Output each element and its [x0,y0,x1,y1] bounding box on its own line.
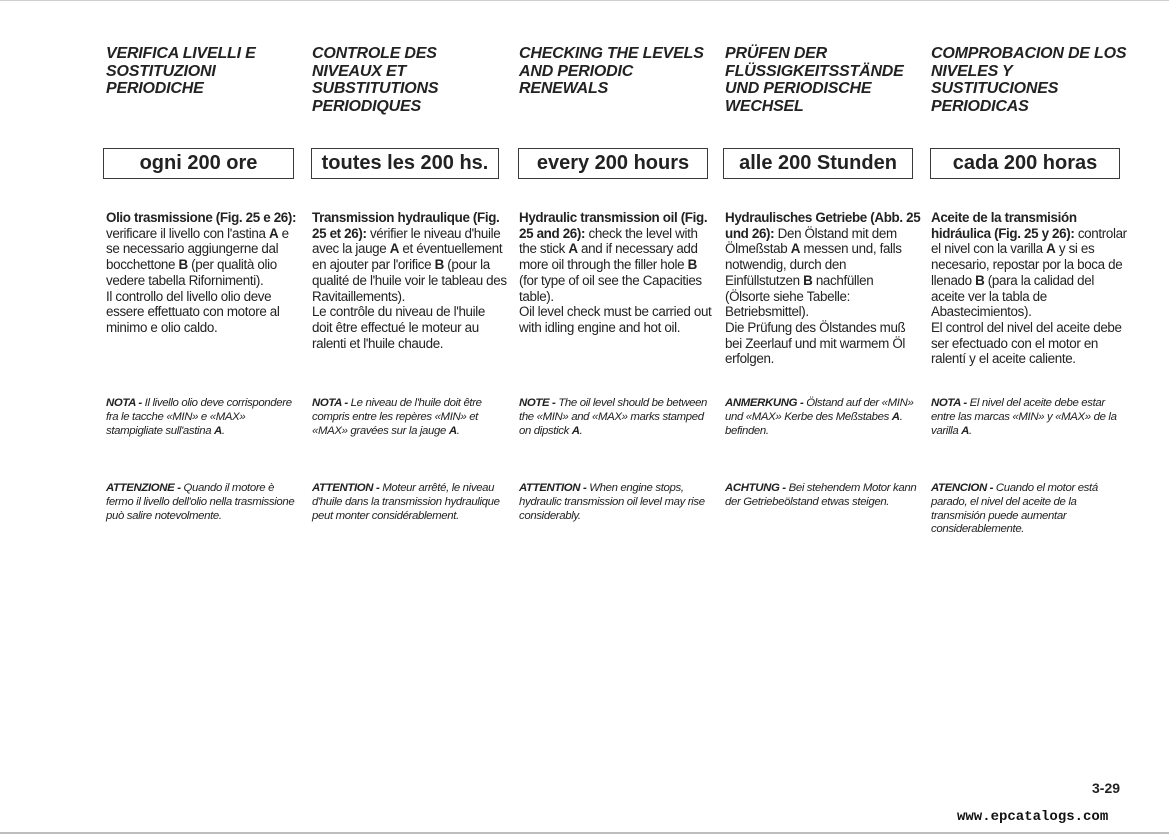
interval-box: every 200 hours [518,148,708,179]
column-title: CHECKING THE LEVELS AND PERIODIC RENEWALS [519,45,704,97]
procedure-text: Transmission hydraulique (Fig. 25 et 26): vérifier le niveau d'huile avec la jauge A et éventuellement en ajouter par l'orifice B (pour la qualité de l'huile voir le tableau des Ravitaillements). Le contrôle du niveau de l'huile doit être effectué le moteur au ralenti et l'huile chaude. [312,210,507,351]
interval-box: alle 200 Stunden [723,148,913,179]
interval-box: cada 200 horas [930,148,1120,179]
page-number: 3-29 [1092,780,1121,796]
column-german [725,45,921,554]
section-heading: Transmission hydraulique (Fig. 25 et 26): [312,210,500,241]
section-heading: Aceite de la transmisión hidráulica (Fig. 25 y 26): [931,210,1077,241]
column-title: CONTROLE DES NIVEAUX ET SUBSTITUTIONS PERIODIQUES [312,45,439,115]
procedure-text: Hydraulic transmission oil (Fig. 25 and 26): check the level with the stick A and if necessary add more oil through the filler hole B (for type of oil see the Capacities table). Oil level check must be carried out with idling engine and hot oil. [519,210,712,335]
column-english [519,45,715,554]
note-paragraph: NOTE - The oil level should be between the «MIN» and «MAX» marks stamped on dipstick A. [519,397,708,437]
section-heading: Hydraulic transmission oil (Fig. 25 and 26): [519,210,708,241]
page-top-edge [0,0,1169,1]
interval-box: toutes les 200 hs. [311,148,499,179]
warning-paragraph: ATENCION - Cuando el motor está parado, el nivel del aceite de la transmisión puede aumentar considerablemente. [931,482,1098,536]
procedure-text: Hydraulisches Getriebe (Abb. 25 und 26): Den Ölstand mit dem Ölmeßstab A messen und, falls notwendig, durch den Einfüllstutzen B nachfüllen (Ölsorte siehe Tabelle: Betriebsmittel). Die Prüfung des Ölstandes muß bei Zeerlauf und mit warmem Öl erfolgen. [725,210,921,367]
column-title: VERIFICA LIVELLI E SOSTITUZIONI PERIODICHE [106,45,256,97]
watermark-url: www.epcatalogs.com [957,809,1109,825]
note-paragraph: NOTA - Le niveau de l'huile doit être compris entre les repères «MIN» et «MAX» gravées sur la jauge A. [312,397,482,437]
column-french [312,45,508,554]
note-paragraph: NOTA - El nivel del aceite debe estar entre las marcas «MIN» y «MAX» de la varilla A. [931,397,1117,437]
section-heading: Olio trasmissione (Fig. 25 e 26): [106,210,297,225]
interval-box: ogni 200 ore [103,148,294,179]
column-spanish [931,45,1127,554]
note-paragraph: ANMERKUNG - Ölstand auf der «MIN» und «MAX» Kerbe des Meßstabes A. befinden. [725,397,914,437]
column-title: COMPROBACION DE LOS NIVELES Y SUSTITUCIONES PERIODICAS [931,45,1127,115]
warning-paragraph: ATTENTION - When engine stops, hydraulic transmission oil level may rise considerably. [519,482,705,522]
procedure-text: Aceite de la transmisión hidráulica (Fig. 25 y 26): controlar el nivel con la varilla A y si es necesario, repostar por la boca de llenado B (para la calidad del aceite ver la tabla de Abastecimientos). El control del nivel del aceite debe ser efectuado con el motor en ralentí y el aceite caliente. [931,210,1127,367]
procedure-text: Olio trasmissione (Fig. 25 e 26): verificare il livello con l'astina A e se necessario aggiungerne dal bocchettone B (per qualità olio vedere tabella Rifornimenti). Il controllo del livello olio deve essere effettuato con motore al minimo e olio caldo. [106,210,297,335]
column-italian [106,45,302,554]
section-heading: Hydraulisches Getriebe (Abb. 25 und 26): [725,210,921,241]
warning-paragraph: ACHTUNG - Bei stehendem Motor kann der Getriebeölstand etwas steigen. [725,482,917,508]
column-title: PRÜFEN DER FLÜSSIGKEITSSTÄNDE UND PERIODISCHE WECHSEL [725,45,904,115]
warning-paragraph: ATTENZIONE - Quando il motore è fermo il livello dell'olio nella trasmissione può salire notevolmente. [106,482,295,522]
warning-paragraph: ATTENTION - Moteur arrêté, le niveau d'huile dans la transmission hydraulique peut monter considérablement. [312,482,500,522]
note-paragraph: NOTA - Il livello olio deve corrispondere fra le tacche «MIN» e «MAX» stampigliate sull'astina A. [106,397,292,437]
